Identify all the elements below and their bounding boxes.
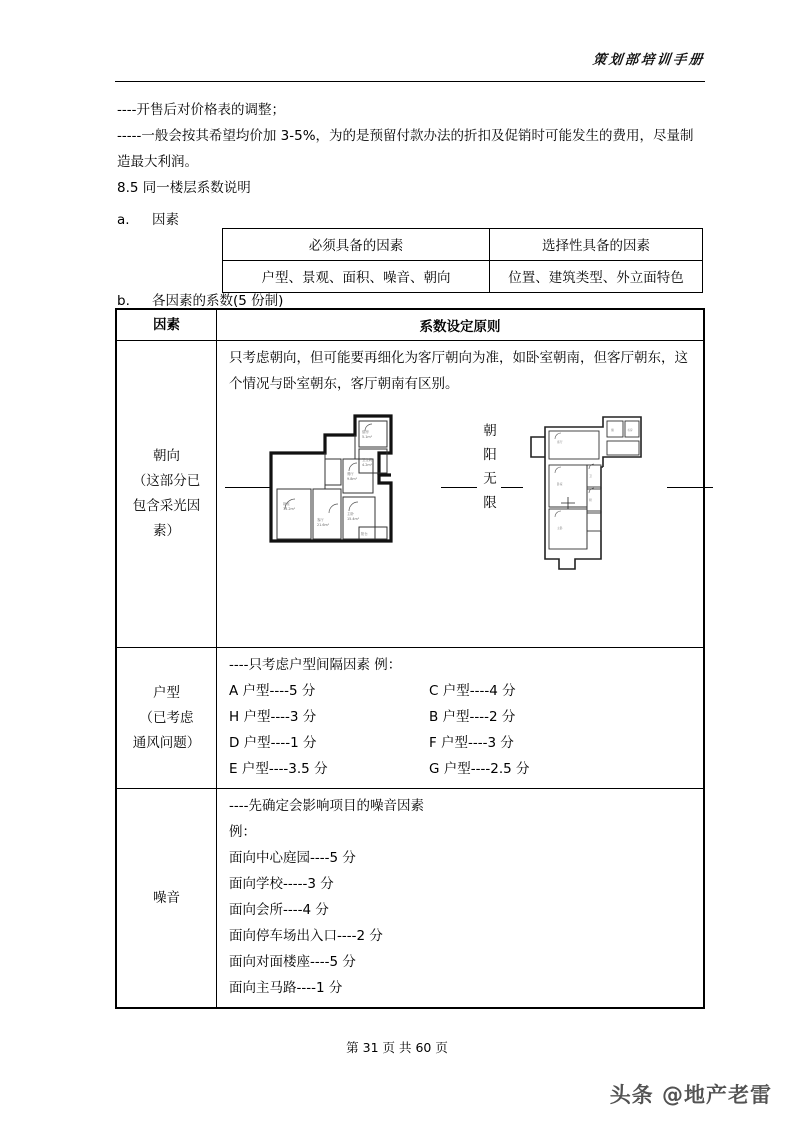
coefficient-table-header-row xyxy=(117,310,703,341)
floor-plan-left-icon xyxy=(263,413,463,563)
svg-text:主卧: 主卧 xyxy=(347,512,354,516)
svg-text:书房: 书房 xyxy=(627,428,633,432)
table-row xyxy=(223,229,703,261)
svg-text:餐厅: 餐厅 xyxy=(347,472,354,476)
factor-table-value-required: 户型、景观、面积、噪音、朝向 xyxy=(223,261,490,293)
divider-line-middle-2 xyxy=(501,487,523,488)
coefficient-row-noise xyxy=(117,789,703,1007)
svg-text:储: 储 xyxy=(611,428,614,432)
factor-label-line: 朝向 xyxy=(153,448,180,464)
noise-item: 面向中心庭园----5 分 xyxy=(229,850,356,866)
list-marker-a: a. xyxy=(117,212,130,228)
orientation-vertical-caption xyxy=(481,419,499,515)
svg-text:卧室: 卧室 xyxy=(283,502,290,506)
coefficient-table xyxy=(115,308,705,1009)
noise-item: 面向学校-----3 分 xyxy=(229,876,334,892)
page-footer: 第 31 页 共 60 页 xyxy=(346,1040,448,1055)
svg-text:15.4m²: 15.4m² xyxy=(347,517,360,521)
house-type-score: F 户型----3 分 xyxy=(429,735,514,751)
list-label-a: 因素 xyxy=(152,212,179,228)
factor-cell-noise xyxy=(117,789,217,1007)
svg-text:厨房: 厨房 xyxy=(362,430,369,434)
floor-plan-right-icon xyxy=(525,409,660,579)
svg-text:9.8m²: 9.8m² xyxy=(347,477,358,481)
house-type-score: B 户型----2 分 xyxy=(429,709,516,725)
orientation-principle-text: 只考虑朝向，但可能要再细化为客厅朝向为准，如卧室朝南，但客厅朝东，这个情况与卧室朝东，客厅朝南有区别。 xyxy=(229,350,688,392)
factor-label-line: （已考虑 xyxy=(139,709,194,726)
coefficient-row-house-type xyxy=(117,648,703,789)
svg-text:卫: 卫 xyxy=(589,474,592,478)
noise-list xyxy=(229,793,695,1001)
noise-example-label: 例： xyxy=(229,824,256,840)
factor-cell-orientation xyxy=(117,341,217,647)
house-type-score: G 户型----2.5 分 xyxy=(429,761,530,777)
section-heading-8-5: 8.5 同一楼层系数说明 xyxy=(117,180,251,196)
noise-item: 面向会所----4 分 xyxy=(229,902,329,918)
factor-label-line: （这部分已 xyxy=(132,473,201,489)
floor-plan-area xyxy=(229,409,695,641)
vertical-caption-char: 无 xyxy=(483,471,497,487)
noise-item: 面向对面楼座----5 分 xyxy=(229,954,356,970)
factor-table-header-required: 必须具备的因素 xyxy=(223,229,490,261)
table-row xyxy=(223,261,703,293)
coefficient-header-factor: 因素 xyxy=(117,310,217,340)
factor-label-line: 噪音 xyxy=(153,889,180,906)
house-type-score: D 户型----1 分 xyxy=(229,735,317,751)
svg-text:卫生间: 卫生间 xyxy=(362,458,373,462)
svg-text:21.6m²: 21.6m² xyxy=(317,523,330,527)
house-type-intro: ----只考虑户型间隔因素 例： xyxy=(229,657,402,673)
factor-table-header-optional: 选择性具备的因素 xyxy=(490,229,703,261)
divider-line-right xyxy=(667,487,713,488)
paragraph-line-2: -----一般会按其希望均价加 3-5%，为的是预留付款办法的折扣及促销时可能发生的费用，尽量制造最大利润。 xyxy=(117,128,694,170)
svg-text:5.1m²: 5.1m² xyxy=(362,435,373,439)
factor-table-value-optional: 位置、建筑类型、外立面特色 xyxy=(490,261,703,293)
header-rule xyxy=(115,81,705,82)
factor-label-line: 通风问题） xyxy=(132,734,201,751)
svg-text:卧室: 卧室 xyxy=(557,482,563,486)
paragraph-line-1: ----开售后对价格表的调整； xyxy=(117,102,285,118)
list-label-b: 各因素的系数(5 份制) xyxy=(152,293,284,309)
house-type-score: E 户型----3.5 分 xyxy=(229,761,328,777)
vertical-caption-char: 朝 xyxy=(483,423,497,439)
house-type-score: H 户型----3 分 xyxy=(229,709,317,725)
coefficient-header-principle: 系数设定原则 xyxy=(419,319,501,335)
principle-cell-house-type xyxy=(217,648,703,788)
header-title: 策划部培训手册 xyxy=(591,52,706,68)
factor-label-line: 包含采光因 xyxy=(132,498,201,514)
house-type-score: C 户型----4 分 xyxy=(429,683,516,699)
vertical-caption-char: 限 xyxy=(483,495,497,511)
factor-cell-house-type xyxy=(117,648,217,788)
svg-text:客厅: 客厅 xyxy=(317,518,324,522)
list-marker-b: b. xyxy=(117,293,130,309)
svg-text:主卧: 主卧 xyxy=(557,526,563,530)
svg-text:4.2m²: 4.2m² xyxy=(362,463,373,467)
svg-text:阳台: 阳台 xyxy=(361,532,368,536)
factor-table xyxy=(222,228,703,293)
house-type-score: A 户型----5 分 xyxy=(229,683,316,699)
noise-intro: ----先确定会影响项目的噪音因素 xyxy=(229,798,424,814)
noise-item: 面向主马路----1 分 xyxy=(229,980,343,996)
vertical-caption-char: 阳 xyxy=(483,447,497,463)
watermark: 头条 @地产老雷 xyxy=(609,1083,772,1107)
principle-cell-noise xyxy=(217,789,703,1007)
svg-text:客厅: 客厅 xyxy=(557,440,563,444)
factor-label-line: 户型 xyxy=(153,684,180,701)
svg-text:13.2m²: 13.2m² xyxy=(283,507,296,511)
factor-label-line: 素） xyxy=(153,523,180,539)
principle-cell-orientation xyxy=(217,341,703,647)
svg-text:厨: 厨 xyxy=(589,498,592,502)
page-header xyxy=(115,48,705,88)
coefficient-row-orientation xyxy=(117,341,703,648)
house-type-score-grid xyxy=(229,678,695,782)
noise-item: 面向停车场出入口----2 分 xyxy=(229,928,383,944)
